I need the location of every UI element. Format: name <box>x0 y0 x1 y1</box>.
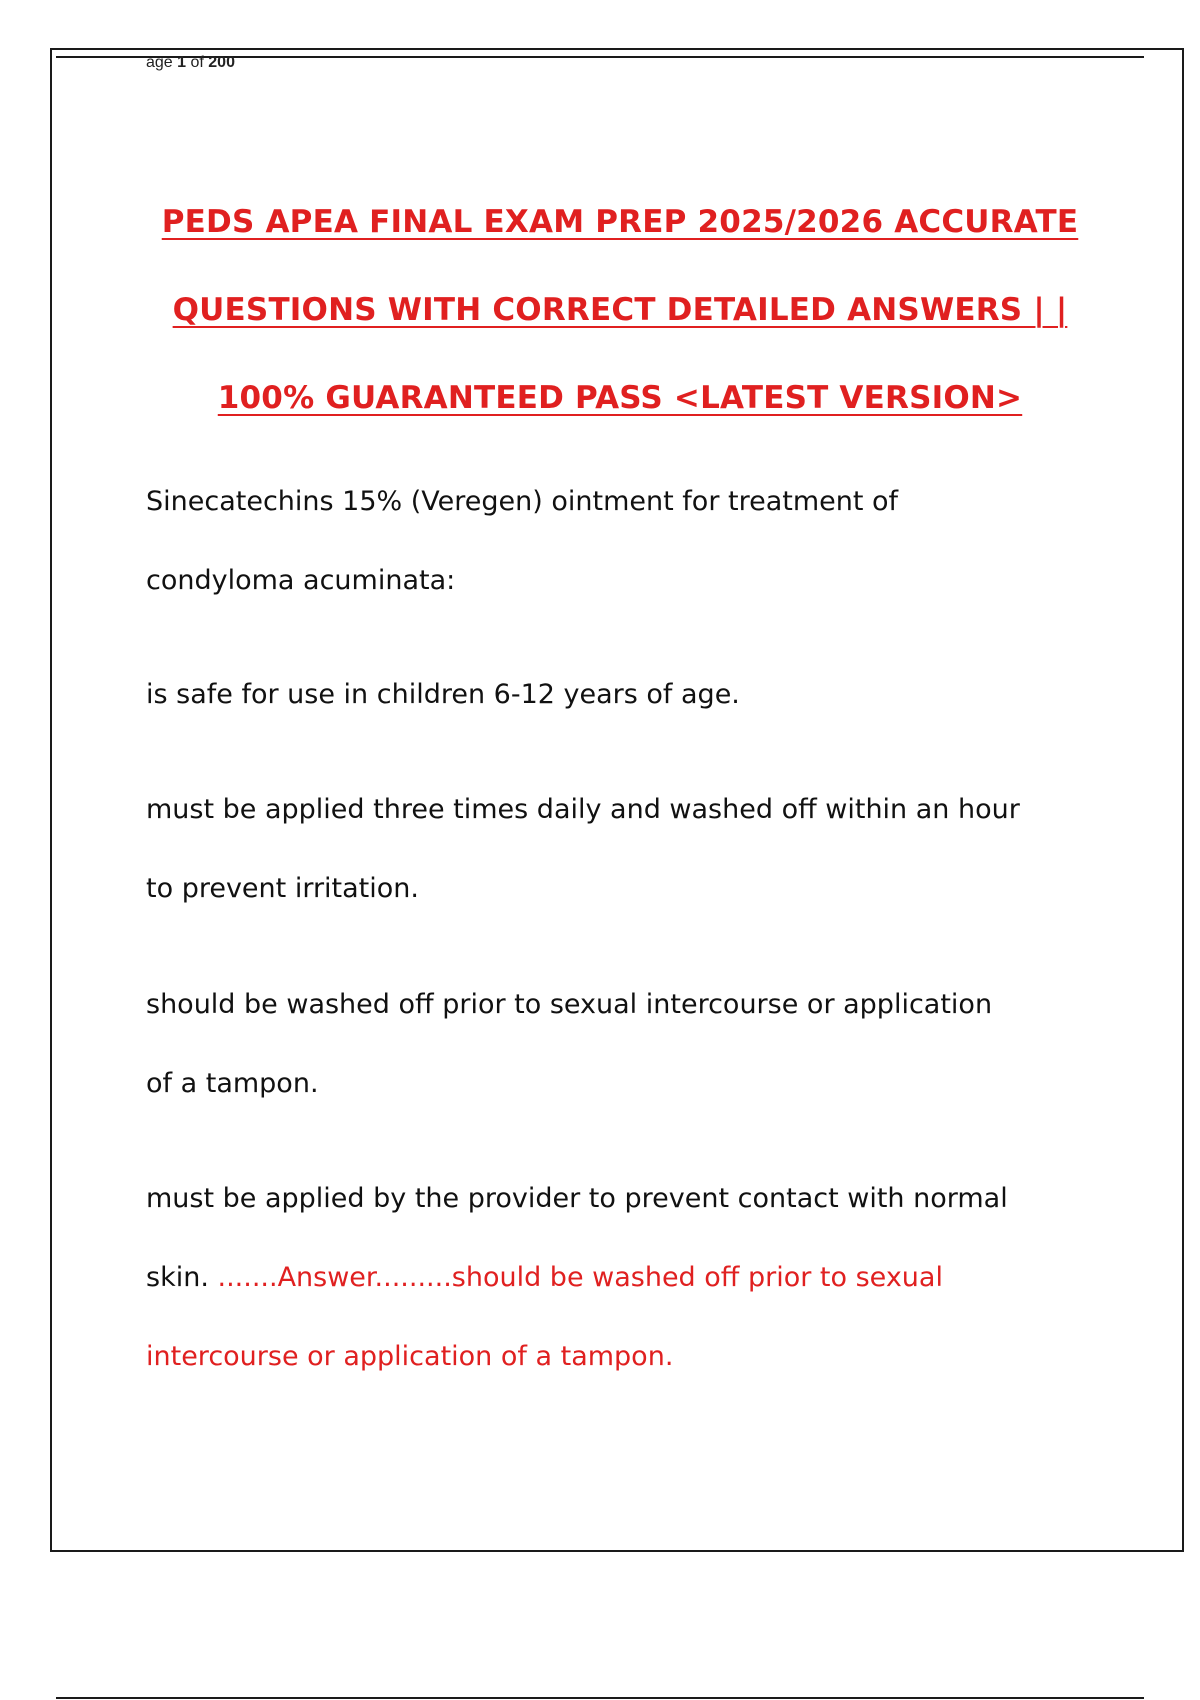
option-d-line-2-text: skin. <box>146 1262 209 1293</box>
title-line-1: PEDS APEA FINAL EXAM PREP 2025/2026 ACCURATE <box>161 204 1079 240</box>
option-b-line-2: to prevent irritation. <box>146 873 419 904</box>
page-prefix: age <box>146 54 178 71</box>
option-b <box>146 770 1106 928</box>
page-current: 1 <box>177 54 187 71</box>
footer-rule <box>56 1697 1144 1699</box>
option-a <box>146 655 1106 734</box>
option-a-line-1: is safe for use in children 6-12 years of age. <box>146 679 740 710</box>
page-of: of <box>186 54 209 71</box>
title-line-3: 100% GUARANTEED PASS <LATEST VERSION> <box>217 380 1023 416</box>
question-line-2: condyloma acuminata: <box>146 565 456 596</box>
question-line-1: Sinecatechins 15% (Veregen) ointment for treatment of <box>146 486 899 517</box>
page-number <box>146 53 235 73</box>
option-d-line-1: must be applied by the provider to prevent contact with normal <box>146 1183 1008 1214</box>
document-title <box>150 178 1090 442</box>
option-c-line-2: of a tampon. <box>146 1068 319 1099</box>
page-total: 200 <box>208 54 235 71</box>
option-c <box>146 965 1106 1123</box>
question-stem <box>146 462 1106 620</box>
answer-line-1: .......Answer.........should be washed off prior to sexual <box>208 1262 943 1293</box>
option-c-line-1: should be washed off prior to sexual intercourse or application <box>146 989 993 1020</box>
option-b-line-1: must be applied three times daily and washed off within an hour <box>146 794 1020 825</box>
answer-line-2: intercourse or application of a tampon. <box>146 1341 674 1372</box>
option-d <box>146 1159 1106 1396</box>
title-line-2: QUESTIONS WITH CORRECT DETAILED ANSWERS | | <box>172 292 1068 328</box>
option-d-line-2 <box>146 1238 1106 1317</box>
